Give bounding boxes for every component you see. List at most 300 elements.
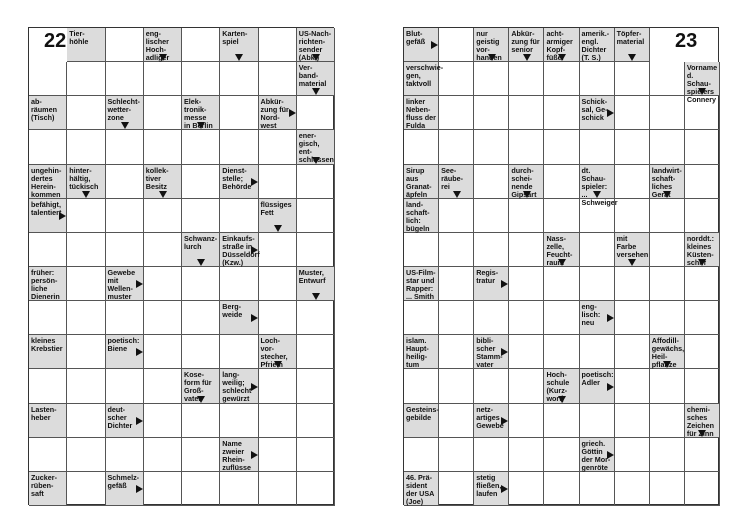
arrow-down-icon bbox=[312, 54, 320, 61]
answer-cell[interactable] bbox=[67, 199, 105, 233]
arrow-down-icon bbox=[698, 259, 706, 266]
answer-cell[interactable] bbox=[509, 130, 544, 164]
answer-cell[interactable] bbox=[144, 335, 182, 369]
clue-text: Schmelz- gefäß bbox=[107, 472, 140, 490]
answer-cell[interactable] bbox=[144, 130, 182, 164]
arrow-right-icon bbox=[136, 280, 143, 288]
clue-text: Tier- höhle bbox=[69, 29, 89, 46]
answer-cell[interactable] bbox=[144, 267, 182, 301]
clue-text: Abkür- zung für Nord- west bbox=[260, 97, 289, 131]
answer-cell[interactable] bbox=[509, 335, 544, 369]
arrow-right-icon bbox=[607, 314, 614, 322]
answer-cell[interactable] bbox=[297, 301, 335, 335]
clue-text: Dienst- stelle; Behörde bbox=[222, 165, 252, 191]
answer-cell[interactable] bbox=[615, 472, 650, 506]
answer-cell[interactable] bbox=[615, 267, 650, 301]
answer-cell[interactable] bbox=[544, 130, 579, 164]
empty-area bbox=[650, 28, 685, 62]
answer-cell[interactable] bbox=[67, 472, 105, 506]
answer-cell[interactable] bbox=[439, 472, 474, 506]
clue-text: Gewebe mit Wellen- muster bbox=[107, 268, 136, 301]
clue-text: Nass- zelle, Feucht- raum bbox=[546, 233, 573, 267]
answer-cell[interactable] bbox=[259, 369, 297, 403]
answer-cell[interactable] bbox=[67, 233, 105, 267]
answer-cell[interactable] bbox=[615, 301, 650, 335]
answer-cell[interactable] bbox=[650, 199, 685, 233]
answer-cell[interactable] bbox=[144, 404, 182, 438]
answer-cell[interactable] bbox=[685, 199, 720, 233]
answer-cell[interactable] bbox=[509, 369, 544, 403]
answer-cell[interactable] bbox=[439, 28, 474, 62]
clue-text: Regis- tratur bbox=[476, 268, 499, 285]
answer-cell[interactable] bbox=[544, 438, 579, 472]
answer-cell[interactable] bbox=[439, 199, 474, 233]
answer-cell[interactable] bbox=[220, 472, 258, 506]
answer-cell[interactable] bbox=[580, 472, 615, 506]
clue-text: Berg- weide bbox=[222, 302, 243, 320]
clue-text: nur geistig vor- handen bbox=[476, 29, 502, 62]
arrow-down-icon bbox=[312, 157, 320, 164]
clue-text: mit Farbe versehen bbox=[616, 233, 649, 259]
answer-cell[interactable] bbox=[106, 233, 144, 267]
answer-cell[interactable] bbox=[544, 404, 579, 438]
arrow-right-icon bbox=[289, 109, 296, 117]
answer-cell[interactable] bbox=[650, 472, 685, 506]
arrow-right-icon bbox=[501, 348, 508, 356]
clue-text: Töpfer- material bbox=[616, 29, 645, 46]
answer-cell[interactable] bbox=[29, 438, 67, 472]
arrow-right-icon bbox=[59, 212, 66, 220]
arrow-right-icon bbox=[251, 314, 258, 322]
answer-cell[interactable] bbox=[685, 335, 720, 369]
clue-text: lang- weilig; schlecht gewürzt bbox=[222, 370, 252, 404]
clue-cell bbox=[29, 96, 67, 130]
clue-text: griech. Göttin der Mor- genröte bbox=[581, 438, 611, 472]
answer-cell[interactable] bbox=[297, 472, 335, 506]
answer-cell[interactable] bbox=[259, 62, 297, 96]
answer-cell[interactable] bbox=[685, 96, 720, 130]
answer-cell[interactable] bbox=[580, 130, 615, 164]
clue-text: ungehin- dertes Herein- kommen bbox=[31, 165, 62, 199]
answer-cell[interactable] bbox=[220, 130, 258, 164]
clue-text: chemi- sches Zeichen für Zinn bbox=[686, 404, 715, 438]
clue-text: deut- scher Dichter bbox=[107, 404, 133, 430]
answer-cell[interactable] bbox=[580, 233, 615, 267]
answer-cell[interactable] bbox=[182, 130, 220, 164]
answer-cell[interactable] bbox=[259, 472, 297, 506]
answer-cell[interactable] bbox=[685, 438, 720, 472]
clue-text: Schlecht- wetter- zone bbox=[107, 97, 140, 123]
clue-cell bbox=[404, 335, 439, 369]
answer-cell[interactable] bbox=[144, 472, 182, 506]
arrow-down-icon bbox=[274, 225, 282, 232]
answer-cell[interactable] bbox=[297, 335, 335, 369]
answer-cell[interactable] bbox=[544, 335, 579, 369]
answer-cell[interactable] bbox=[182, 28, 220, 62]
answer-cell[interactable] bbox=[259, 165, 297, 199]
answer-cell[interactable] bbox=[106, 130, 144, 164]
answer-cell[interactable] bbox=[182, 438, 220, 472]
answer-cell[interactable] bbox=[509, 62, 544, 96]
clue-text: hinter- hältig, tückisch bbox=[69, 165, 99, 191]
answer-cell[interactable] bbox=[439, 130, 474, 164]
empty-area bbox=[685, 28, 720, 62]
answer-cell[interactable] bbox=[67, 130, 105, 164]
answer-cell[interactable] bbox=[509, 404, 544, 438]
answer-cell[interactable] bbox=[144, 96, 182, 130]
answer-cell[interactable] bbox=[106, 28, 144, 62]
answer-cell[interactable] bbox=[297, 233, 335, 267]
answer-cell[interactable] bbox=[220, 335, 258, 369]
arrow-down-icon bbox=[312, 88, 320, 95]
answer-cell[interactable] bbox=[474, 369, 509, 403]
clue-text: stetig fließen, laufen bbox=[476, 472, 502, 498]
clue-text: landwirt- schaft- liches Gerät bbox=[651, 165, 682, 199]
arrow-down-icon bbox=[197, 396, 205, 403]
arrow-right-icon bbox=[251, 451, 258, 459]
answer-cell[interactable] bbox=[29, 369, 67, 403]
crossword-grid-right bbox=[403, 27, 719, 505]
answer-cell[interactable] bbox=[580, 199, 615, 233]
answer-cell[interactable] bbox=[182, 404, 220, 438]
clue-text: Ver- band- material bbox=[298, 63, 327, 89]
clue-text: Einkaufs- straße in Düsseldorf (Kzw.) bbox=[222, 233, 260, 267]
clue-text: Gesteins- gebilde bbox=[406, 404, 439, 422]
answer-cell[interactable] bbox=[615, 438, 650, 472]
clue-cell bbox=[404, 96, 439, 130]
answer-cell[interactable] bbox=[580, 62, 615, 96]
answer-cell[interactable] bbox=[259, 28, 297, 62]
answer-cell[interactable] bbox=[259, 404, 297, 438]
clue-text: islam. Haupt- heilig- tum bbox=[406, 336, 429, 370]
answer-cell[interactable] bbox=[404, 130, 439, 164]
answer-cell[interactable] bbox=[650, 62, 685, 96]
answer-cell[interactable] bbox=[439, 96, 474, 130]
answer-cell[interactable] bbox=[220, 267, 258, 301]
answer-cell[interactable] bbox=[404, 301, 439, 335]
arrow-right-icon bbox=[501, 485, 508, 493]
answer-cell[interactable] bbox=[474, 130, 509, 164]
clue-text: Muster, Entwurf bbox=[298, 268, 326, 285]
answer-cell[interactable] bbox=[650, 404, 685, 438]
answer-cell[interactable] bbox=[220, 96, 258, 130]
answer-cell[interactable] bbox=[509, 233, 544, 267]
answer-cell[interactable] bbox=[650, 233, 685, 267]
clue-text: bibli- scher Stamm- vater bbox=[476, 336, 503, 370]
answer-cell[interactable] bbox=[67, 96, 105, 130]
clue-cell bbox=[404, 472, 439, 506]
answer-cell[interactable] bbox=[615, 96, 650, 130]
arrow-down-icon bbox=[197, 122, 205, 129]
answer-cell[interactable] bbox=[144, 438, 182, 472]
arrow-down-icon bbox=[698, 88, 706, 95]
clue-text: See- räube- rei bbox=[441, 165, 464, 191]
answer-cell[interactable] bbox=[182, 165, 220, 199]
clue-cell bbox=[29, 335, 67, 369]
answer-cell[interactable] bbox=[259, 438, 297, 472]
answer-cell[interactable] bbox=[182, 62, 220, 96]
clue-text: Karten- spiel bbox=[222, 29, 248, 46]
answer-cell[interactable] bbox=[615, 199, 650, 233]
arrow-down-icon bbox=[663, 191, 671, 198]
clue-text: poetisch: Biene bbox=[107, 336, 140, 354]
clue-text: früher: persön- liche Dienerin bbox=[31, 268, 60, 301]
answer-cell[interactable] bbox=[615, 335, 650, 369]
answer-cell[interactable] bbox=[259, 267, 297, 301]
clue-cell bbox=[67, 28, 105, 62]
answer-cell[interactable] bbox=[297, 438, 335, 472]
clue-text: poetisch: Adler bbox=[581, 370, 614, 388]
answer-cell[interactable] bbox=[106, 301, 144, 335]
answer-cell[interactable] bbox=[580, 267, 615, 301]
clue-text: Sirup aus Granat- äpfeln bbox=[406, 165, 432, 199]
clue-text: ener- gisch, ent- schlossen bbox=[298, 131, 334, 165]
clue-cell bbox=[404, 404, 439, 438]
answer-cell[interactable] bbox=[144, 301, 182, 335]
answer-cell[interactable] bbox=[29, 62, 67, 96]
answer-cell[interactable] bbox=[67, 301, 105, 335]
answer-cell[interactable] bbox=[182, 199, 220, 233]
clue-text: kleines Krebstier bbox=[31, 336, 63, 354]
right-page bbox=[375, 0, 750, 532]
answer-cell[interactable] bbox=[615, 404, 650, 438]
answer-cell[interactable] bbox=[297, 369, 335, 403]
answer-cell[interactable] bbox=[67, 62, 105, 96]
answer-cell[interactable] bbox=[474, 233, 509, 267]
arrow-down-icon bbox=[663, 361, 671, 368]
answer-cell[interactable] bbox=[144, 62, 182, 96]
clue-text: Kose- form für Groß- vater bbox=[184, 370, 212, 404]
answer-cell[interactable] bbox=[220, 404, 258, 438]
clue-cell bbox=[404, 199, 439, 233]
answer-cell[interactable] bbox=[67, 438, 105, 472]
clue-text: acht- armiger Kopf- füßer bbox=[546, 29, 573, 62]
answer-cell[interactable] bbox=[650, 369, 685, 403]
arrow-down-icon bbox=[121, 122, 129, 129]
answer-cell[interactable] bbox=[544, 267, 579, 301]
answer-cell[interactable] bbox=[650, 267, 685, 301]
arrow-right-icon bbox=[251, 178, 258, 186]
answer-cell[interactable] bbox=[474, 199, 509, 233]
answer-cell[interactable] bbox=[144, 233, 182, 267]
clue-text: Vorname d. Schau- spielers Connery bbox=[686, 63, 718, 105]
arrow-right-icon bbox=[607, 383, 614, 391]
arrow-down-icon bbox=[159, 54, 167, 61]
answer-cell[interactable] bbox=[615, 62, 650, 96]
arrow-down-icon bbox=[698, 430, 706, 437]
clue-text: dt. Schau- spieler: ... Schweiger bbox=[581, 165, 618, 207]
clue-text: Name zweier Rhein- zuflüsse bbox=[222, 438, 252, 472]
arrow-right-icon bbox=[501, 280, 508, 288]
clue-cell bbox=[29, 165, 67, 199]
clue-text: Hoch- schule (Kurz- wort) bbox=[546, 370, 570, 404]
answer-cell[interactable] bbox=[106, 62, 144, 96]
clue-text: US-Film- star und Rapper: ... Smith bbox=[406, 268, 436, 301]
arrow-down-icon bbox=[523, 191, 531, 198]
clue-text: Affodill- gewächs, Heil- pflanze bbox=[651, 336, 685, 370]
arrow-right-icon bbox=[607, 451, 614, 459]
answer-cell[interactable] bbox=[106, 369, 144, 403]
answer-cell[interactable] bbox=[650, 438, 685, 472]
answer-cell[interactable] bbox=[67, 267, 105, 301]
answer-cell[interactable] bbox=[67, 404, 105, 438]
answer-cell[interactable] bbox=[144, 369, 182, 403]
answer-cell[interactable] bbox=[544, 62, 579, 96]
arrow-down-icon bbox=[558, 54, 566, 61]
answer-cell[interactable] bbox=[439, 62, 474, 96]
clue-text: kollek- tiver Besitz bbox=[145, 165, 169, 191]
answer-cell[interactable] bbox=[544, 301, 579, 335]
answer-cell[interactable] bbox=[474, 62, 509, 96]
clue-text: eng- lisch: neu bbox=[581, 302, 601, 328]
answer-cell[interactable] bbox=[474, 301, 509, 335]
clue-text: US-Nach- richten- sender (Abk.) bbox=[298, 29, 332, 62]
answer-cell[interactable] bbox=[259, 130, 297, 164]
clue-cell bbox=[404, 267, 439, 301]
answer-cell[interactable] bbox=[297, 96, 335, 130]
answer-cell[interactable] bbox=[685, 369, 720, 403]
clue-text: verschwie- gen, taktvoll bbox=[406, 63, 444, 89]
arrow-right-icon bbox=[136, 485, 143, 493]
arrow-down-icon bbox=[558, 396, 566, 403]
clue-cell bbox=[580, 28, 615, 62]
answer-cell[interactable] bbox=[509, 267, 544, 301]
answer-cell[interactable] bbox=[297, 199, 335, 233]
answer-cell[interactable] bbox=[182, 335, 220, 369]
arrow-down-icon bbox=[628, 259, 636, 266]
clue-cell bbox=[29, 267, 67, 301]
answer-cell[interactable] bbox=[404, 369, 439, 403]
answer-cell[interactable] bbox=[182, 301, 220, 335]
answer-cell[interactable] bbox=[67, 335, 105, 369]
answer-cell[interactable] bbox=[404, 233, 439, 267]
clue-text: land- schaft- lich: bügeln bbox=[406, 199, 430, 233]
answer-cell[interactable] bbox=[685, 130, 720, 164]
answer-cell[interactable] bbox=[439, 301, 474, 335]
arrow-right-icon bbox=[136, 417, 143, 425]
answer-cell[interactable] bbox=[297, 165, 335, 199]
clue-text: 46. Prä- sident der USA (Joe) bbox=[406, 472, 435, 506]
answer-cell[interactable] bbox=[650, 96, 685, 130]
answer-cell[interactable] bbox=[439, 404, 474, 438]
clue-text: Blut- gefäß bbox=[406, 29, 426, 46]
answer-cell[interactable] bbox=[544, 199, 579, 233]
answer-cell[interactable] bbox=[685, 472, 720, 506]
answer-cell[interactable] bbox=[297, 404, 335, 438]
arrow-right-icon bbox=[251, 246, 258, 254]
answer-cell[interactable] bbox=[29, 130, 67, 164]
answer-cell[interactable] bbox=[615, 165, 650, 199]
clue-text: norddt.: kleines Küsten- schiff bbox=[686, 233, 715, 267]
answer-cell[interactable] bbox=[685, 267, 720, 301]
clue-text: eng- lischer Hoch- adliger bbox=[145, 29, 170, 62]
answer-cell[interactable] bbox=[259, 233, 297, 267]
arrow-right-icon bbox=[607, 109, 614, 117]
arrow-down-icon bbox=[274, 361, 282, 368]
answer-cell[interactable] bbox=[259, 301, 297, 335]
answer-cell[interactable] bbox=[509, 199, 544, 233]
arrow-down-icon bbox=[523, 54, 531, 61]
answer-cell[interactable] bbox=[404, 438, 439, 472]
arrow-right-icon bbox=[431, 41, 438, 49]
clue-text: Loch- vor- stecher, Pfriem bbox=[260, 336, 288, 370]
clue-cell bbox=[404, 62, 444, 96]
arrow-down-icon bbox=[628, 54, 636, 61]
clue-text: netz- artiges Gewebe bbox=[476, 404, 504, 430]
crossword-grid-left bbox=[28, 27, 334, 505]
clue-text: amerik.- engl. Dichter (T. S.) bbox=[581, 29, 610, 62]
clue-cell bbox=[404, 165, 439, 199]
clue-text: ab- räumen (Tisch) bbox=[31, 97, 57, 123]
answer-cell[interactable] bbox=[106, 199, 144, 233]
arrow-down-icon bbox=[197, 259, 205, 266]
answer-cell[interactable] bbox=[509, 438, 544, 472]
answer-cell[interactable] bbox=[615, 130, 650, 164]
answer-cell[interactable] bbox=[474, 165, 509, 199]
clue-text: Elek- tronik- messe in Berlin bbox=[184, 97, 213, 131]
answer-cell[interactable] bbox=[29, 233, 67, 267]
answer-cell[interactable] bbox=[439, 438, 474, 472]
arrow-down-icon bbox=[159, 191, 167, 198]
answer-cell[interactable] bbox=[439, 267, 474, 301]
arrow-down-icon bbox=[312, 293, 320, 300]
answer-cell[interactable] bbox=[474, 96, 509, 130]
answer-cell[interactable] bbox=[509, 301, 544, 335]
empty-area bbox=[29, 28, 67, 62]
page-number: 22 bbox=[44, 30, 67, 52]
answer-cell[interactable] bbox=[106, 438, 144, 472]
arrow-down-icon bbox=[453, 191, 461, 198]
answer-cell[interactable] bbox=[67, 369, 105, 403]
answer-cell[interactable] bbox=[685, 301, 720, 335]
answer-cell[interactable] bbox=[474, 438, 509, 472]
answer-cell[interactable] bbox=[106, 165, 144, 199]
answer-cell[interactable] bbox=[182, 267, 220, 301]
answer-cell[interactable] bbox=[615, 369, 650, 403]
answer-cell[interactable] bbox=[220, 199, 258, 233]
answer-cell[interactable] bbox=[144, 199, 182, 233]
answer-cell[interactable] bbox=[650, 130, 685, 164]
answer-cell[interactable] bbox=[220, 62, 258, 96]
arrow-right-icon bbox=[136, 348, 143, 356]
arrow-down-icon bbox=[558, 259, 566, 266]
clue-cell bbox=[29, 404, 67, 438]
answer-cell[interactable] bbox=[509, 472, 544, 506]
answer-cell[interactable] bbox=[509, 96, 544, 130]
clue-text: flüssiges Fett bbox=[260, 199, 292, 217]
answer-cell[interactable] bbox=[650, 301, 685, 335]
answer-cell[interactable] bbox=[439, 369, 474, 403]
answer-cell[interactable] bbox=[182, 472, 220, 506]
arrow-down-icon bbox=[82, 191, 90, 198]
answer-cell[interactable] bbox=[544, 472, 579, 506]
answer-cell[interactable] bbox=[580, 404, 615, 438]
clue-text: Schick- sal, Ge- schick bbox=[581, 97, 608, 123]
arrow-down-icon bbox=[593, 191, 601, 198]
answer-cell[interactable] bbox=[439, 233, 474, 267]
answer-cell[interactable] bbox=[544, 96, 579, 130]
answer-cell[interactable] bbox=[685, 165, 720, 199]
answer-cell[interactable] bbox=[29, 301, 67, 335]
answer-cell[interactable] bbox=[580, 335, 615, 369]
answer-cell[interactable] bbox=[544, 165, 579, 199]
arrow-right-icon bbox=[251, 383, 258, 391]
clue-text: durch- schei- nende Gipsart bbox=[511, 165, 537, 199]
clue-text: Zucker- rüben- saft bbox=[31, 472, 57, 498]
page-number: 23 bbox=[675, 30, 698, 52]
answer-cell[interactable] bbox=[439, 335, 474, 369]
clue-cell bbox=[29, 472, 67, 506]
